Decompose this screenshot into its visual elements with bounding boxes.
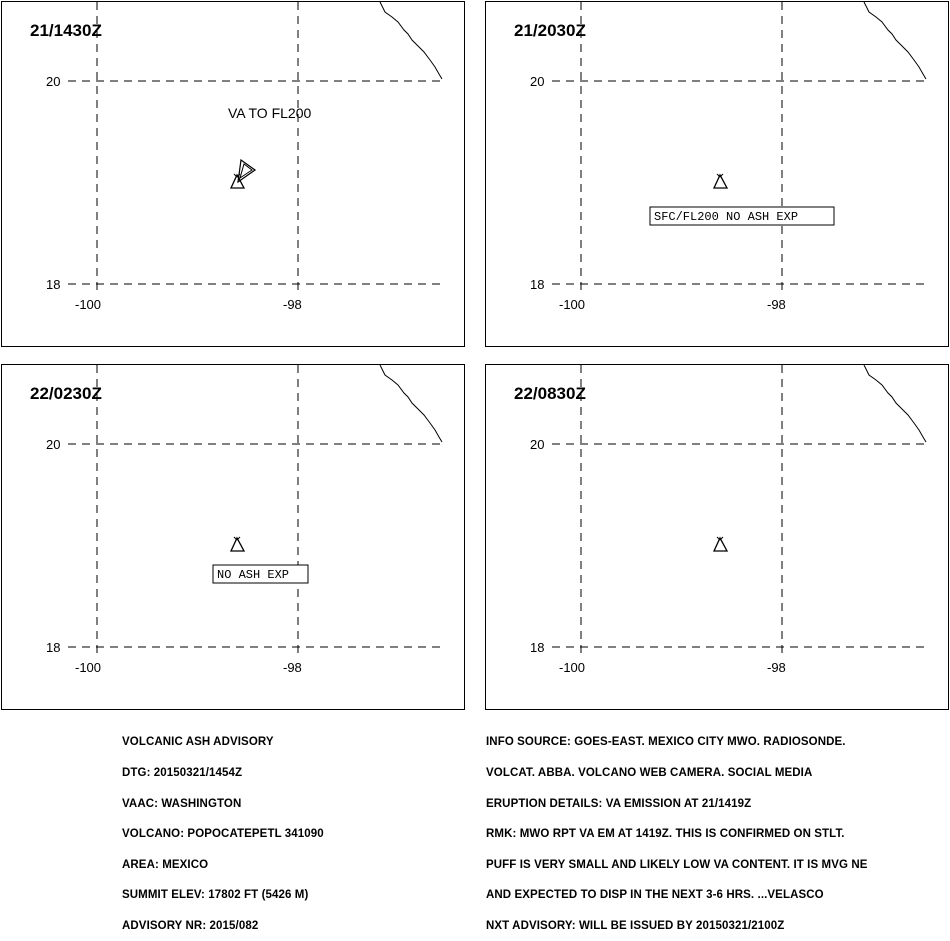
advisory-line: PUFF IS VERY SMALL AND LIKELY LOW VA CONTENT. IT IS MVG NE [486, 858, 868, 871]
panel-time-label: 22/0230Z [30, 384, 102, 403]
advisory-line: INFO SOURCE: GOES-EAST. MEXICO CITY MWO. RADIOSONDE. [486, 736, 846, 749]
lon-label-98: -98 [767, 297, 786, 312]
advisory-line: AREA: MEXICO [122, 858, 209, 871]
lat-label-20: 20 [530, 437, 545, 452]
lat-lon-grid [68, 2, 442, 290]
advisory-line: VOLCANO: POPOCATEPETL 341090 [122, 828, 324, 841]
forecast-box-label: SFC/FL200 NO ASH EXP [654, 210, 799, 224]
map-svg [486, 365, 950, 711]
advisory-line: SUMMIT ELEV: 17802 FT (5426 M) [122, 889, 309, 902]
lon-label-98: -98 [283, 297, 302, 312]
lat-label-20: 20 [530, 74, 545, 89]
advisory-line: VOLCANIC ASH ADVISORY [122, 736, 274, 749]
coastline [380, 365, 442, 442]
lon-label-100: -100 [559, 660, 586, 675]
forecast-panel-3 [1, 364, 465, 710]
advisory-right-block [486, 717, 868, 941]
advisory-line: VOLCAT. ABBA. VOLCANO WEB CAMERA. SOCIAL MEDIA [486, 767, 813, 779]
panel-time-label: 21/1430Z [30, 21, 102, 40]
advisory-line: AND EXPECTED TO DISP IN THE NEXT 3-6 HRS. ...VELASCO [486, 889, 824, 902]
lat-label-18: 18 [530, 640, 545, 655]
lon-label-100: -100 [75, 660, 102, 675]
forecast-panel-1 [1, 1, 465, 347]
lon-label-98: -98 [283, 660, 302, 675]
volcano-icon [714, 537, 727, 551]
forecast-panel-2 [485, 1, 949, 347]
advisory-line: DTG: 20150321/1454Z [122, 767, 243, 779]
lat-lon-grid [552, 2, 926, 290]
lat-label-18: 18 [46, 277, 61, 292]
lon-label-100: -100 [75, 297, 102, 312]
lon-label-98: -98 [767, 660, 786, 675]
lon-label-100: -100 [559, 297, 586, 312]
ash-cloud-polygon [238, 160, 255, 182]
volcano-icon [231, 537, 244, 551]
advisory-left-block [122, 717, 324, 941]
lat-label-18: 18 [46, 640, 61, 655]
advisory-line: VAAC: WASHINGTON [122, 797, 242, 810]
map-svg [2, 2, 466, 348]
coastline [864, 365, 926, 442]
panel-time-label: 22/0830Z [514, 384, 586, 403]
forecast-box-label: NO ASH EXP [217, 568, 290, 582]
lat-label-20: 20 [46, 74, 61, 89]
forecast-panel-4 [485, 364, 949, 710]
panel-time-label: 21/2030Z [514, 21, 586, 40]
lat-label-20: 20 [46, 437, 61, 452]
advisory-line: NXT ADVISORY: WILL BE ISSUED BY 20150321/2100Z [486, 919, 785, 932]
va-annotation: VA TO FL200 [228, 105, 312, 121]
coastline [864, 2, 926, 79]
map-svg [486, 2, 950, 348]
lat-lon-grid [552, 365, 926, 653]
advisory-line: RMK: MWO RPT VA EM AT 1419Z. THIS IS CONFIRMED ON STLT. [486, 828, 845, 841]
lat-label-18: 18 [530, 277, 545, 292]
advisory-line: ERUPTION DETAILS: VA EMISSION AT 21/1419Z [486, 797, 752, 810]
lat-lon-grid [68, 365, 442, 653]
advisory-line: ADVISORY NR: 2015/082 [122, 919, 259, 932]
volcano-icon [714, 174, 727, 188]
coastline [380, 2, 442, 79]
map-svg [2, 365, 466, 711]
